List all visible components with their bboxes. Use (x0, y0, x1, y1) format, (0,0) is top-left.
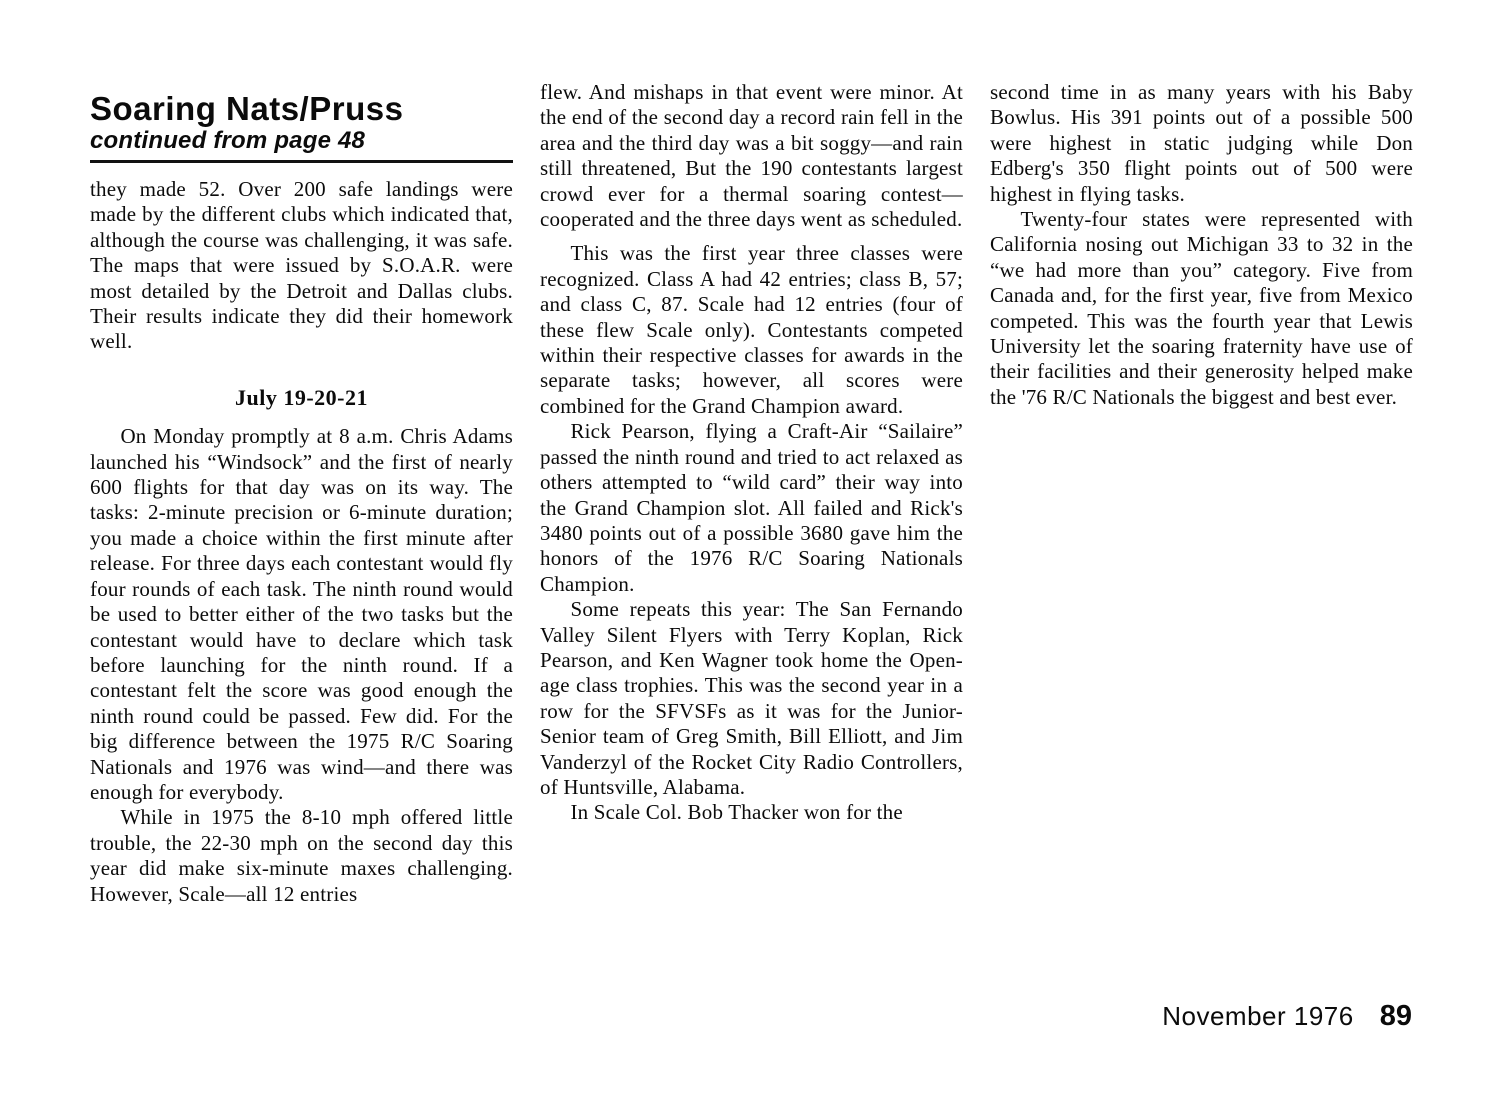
article-masthead (90, 92, 513, 154)
paragraph: Some repeats this year: The San Fernando Valley Silent Flyers with Terry Koplan, Rick Pearson, and Ken Wagner took home the Open-age class trophies. This was the second year in a row for the SFVSFs as it was for the Junior-Senior team of Greg Smith, Bill Elliott, and Jim Vanderzyl of the Rocket City Radio Controllers, of Huntsville, Alabama. (540, 597, 963, 799)
page-footer (1162, 1000, 1412, 1033)
continued-from-note: continued from page 48 (90, 127, 366, 154)
paragraph: flew. And mishaps in that event were minor. At the end of the second day a record rain fell in the area and the third day was a bit soggy—and rain still threatened, But the 190 contestants largest crowd ever for a thermal soaring contest—cooperated and the three days went as scheduled. (540, 80, 963, 232)
paragraph: In Scale Col. Bob Thacker won for the (570, 800, 903, 825)
paragraph: While in 1975 the 8-10 mph offered little trouble, the 22-30 mph on the second day this year did make six-minute maxes challenging. However, Scale—all 12 entries (90, 805, 513, 906)
column-3 (990, 80, 1413, 410)
footer-issue-date: November 1976 (1162, 1001, 1354, 1031)
paragraph: This was the first year three classes were recognized. Class A had 42 entries; class B, 57; and class C, 87. Scale had 12 entries (four of these flew Scale only). Contestants competed within their respective classes for awards in the separate tasks; however, all scores were combined for the Grand Champion award. (540, 241, 963, 418)
article-title: Soaring Nats/Pruss (90, 90, 404, 127)
paragraph: second time in as many years with his Baby Bowlus. His 391 points out of a possible 500 were highest in static judging while Don Edberg's 350 flight points out of 500 were highest in flying tasks. (990, 80, 1413, 206)
footer-page-number: 89 (1379, 1000, 1412, 1032)
paragraph: Rick Pearson, flying a Craft-Air “Sailaire” passed the ninth round and tried to act relaxed as others attempted to “wild card” their way into the Grand Champion slot. All failed and Rick's 3480 points out of a possible 3680 gave him the honors of the 1976 R/C Soaring Nationals Champion. (540, 419, 963, 596)
masthead-rule (90, 160, 513, 163)
paragraph: On Monday promptly at 8 a.m. Chris Adams launched his “Windsock” and the first of nearly 600 flights for that day was on its way. The tasks: 2-minute precision or 6-minute duration; you made a choice within the first minute after release. For three days each contestant would fly four rounds of each task. The ninth round would be used to better either of the two tasks but the contestant would have to declare which task before launching for the ninth round. If a contestant felt the score was good enough the ninth round could be passed. Few did. For the big difference between the 1975 R/C Soaring Nationals and 1976 was wind—and there was enough for everybody. (90, 424, 513, 804)
paragraph: Twenty-four states were represented with California nosing out Michigan 33 to 32 in the “we had more than you” category. Five from Canada and, for the first year, five from Mexico competed. This was the fourth year that Lewis University let the soaring fraternity have use of their facilities and their generosity helped make the '76 R/C Nationals the biggest and best ever. (990, 207, 1413, 409)
section-subhead: July 19-20-21 (235, 384, 368, 410)
column-1 (90, 92, 513, 907)
paragraph: they made 52. Over 200 safe landings were made by the different clubs which indicated that, although the course was challenging, it was safe. The maps that were issued by S.O.A.R. were most detailed by the Detroit and Dallas clubs. Their results indicate they did their homework well. (90, 177, 513, 354)
column-2 (540, 80, 963, 826)
